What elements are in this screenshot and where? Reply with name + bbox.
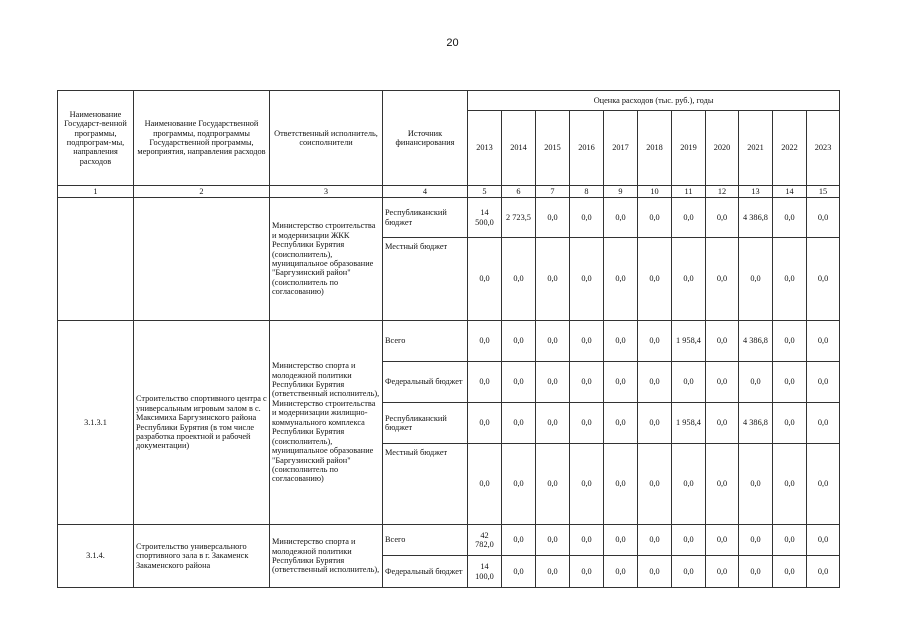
expense-value-cell: 0,0: [570, 444, 604, 525]
column-number: 2: [134, 186, 270, 198]
expense-value-cell: 0,0: [739, 238, 773, 321]
page-number: 20: [446, 37, 459, 49]
executor-cell: Министерство спорта и молодежной политики Республики Бурятия (ответственный исполнитель), Министерство строительства и модернизации жилищно-коммунального комплекса Республики Бурятия (соисполнитель), муниципальное образование "Баргузинский район" (соисполнитель по согласованию): [270, 321, 383, 525]
expense-value-cell: 0,0: [706, 238, 739, 321]
expense-value-cell: 0,0: [672, 238, 706, 321]
expense-value-cell: 0,0: [638, 238, 672, 321]
expense-value-cell: 0,0: [570, 525, 604, 556]
header-measure-name: Наименование Государственной программы, подпрограммы Государственной программы, мероприятия, направления расходов: [134, 91, 270, 186]
expense-value-cell: 0,0: [706, 321, 739, 362]
expense-value-cell: 0,0: [706, 362, 739, 403]
expense-value-cell: 1 958,4: [672, 321, 706, 362]
column-number: 15: [807, 186, 840, 198]
expense-value-cell: 0,0: [502, 444, 536, 525]
header-year: 2019: [672, 111, 706, 186]
expense-value-cell: 0,0: [468, 444, 502, 525]
expense-value-cell: 0,0: [672, 198, 706, 238]
expense-value-cell: 0,0: [807, 362, 840, 403]
expense-value-cell: 0,0: [706, 198, 739, 238]
executor-cell: Министерство спорта и молодежной политики Республики Бурятия (ответственный исполнитель),: [270, 525, 383, 588]
table-body: [58, 198, 840, 588]
header-funding-source: Источник финансирования: [383, 91, 468, 186]
column-number: 11: [672, 186, 706, 198]
expense-value-cell: 4 386,8: [739, 198, 773, 238]
header-year: 2023: [807, 111, 840, 186]
expense-value-cell: 0,0: [604, 556, 638, 588]
expense-value-cell: 0,0: [706, 525, 739, 556]
expense-value-cell: 0,0: [502, 362, 536, 403]
expense-value-cell: 0,0: [536, 238, 570, 321]
expense-value-cell: 0,0: [638, 321, 672, 362]
column-number: 12: [706, 186, 739, 198]
expense-value-cell: 0,0: [807, 321, 840, 362]
expense-value-cell: 0,0: [536, 444, 570, 525]
expense-value-cell: 0,0: [638, 403, 672, 444]
expense-value-cell: 0,0: [536, 556, 570, 588]
column-number: 3: [270, 186, 383, 198]
header-program-name: Наименование Государст-венной программы, подпрограм-мы, направления расходов: [58, 91, 134, 186]
expense-value-cell: 0,0: [638, 525, 672, 556]
expense-value-cell: 0,0: [638, 362, 672, 403]
funding-source-cell: Местный бюджет: [383, 444, 468, 525]
expense-value-cell: 0,0: [773, 525, 807, 556]
expense-value-cell: 0,0: [604, 362, 638, 403]
expense-value-cell: 0,0: [468, 238, 502, 321]
header-year: 2013: [468, 111, 502, 186]
expense-value-cell: 0,0: [672, 444, 706, 525]
expense-value-cell: 0,0: [807, 198, 840, 238]
expense-value-cell: 0,0: [739, 556, 773, 588]
header-year: 2018: [638, 111, 672, 186]
header-year: 2017: [604, 111, 638, 186]
expense-value-cell: 0,0: [807, 556, 840, 588]
column-number: 7: [536, 186, 570, 198]
column-number: 9: [604, 186, 638, 198]
header-year: 2014: [502, 111, 536, 186]
measure-name: [134, 198, 270, 321]
expense-value-cell: 4 386,8: [739, 321, 773, 362]
expense-value-cell: 0,0: [773, 321, 807, 362]
expense-value-cell: 0,0: [570, 556, 604, 588]
table-header: [58, 91, 840, 198]
column-number: 6: [502, 186, 536, 198]
column-number: 14: [773, 186, 807, 198]
expense-value-cell: 0,0: [773, 362, 807, 403]
column-number: 10: [638, 186, 672, 198]
measure-code: [58, 198, 134, 321]
column-number: 1: [58, 186, 134, 198]
expense-value-cell: 4 386,8: [739, 403, 773, 444]
expense-value-cell: 0,0: [502, 556, 536, 588]
expense-value-cell: 0,0: [604, 525, 638, 556]
measure-code: 3.1.3.1: [58, 321, 134, 525]
expense-value-cell: 0,0: [536, 525, 570, 556]
expense-value-cell: 14 100,0: [468, 556, 502, 588]
expense-value-cell: 0,0: [536, 198, 570, 238]
expense-value-cell: 0,0: [807, 403, 840, 444]
expense-value-cell: 0,0: [536, 403, 570, 444]
expense-value-cell: 0,0: [536, 321, 570, 362]
expense-value-cell: 0,0: [638, 444, 672, 525]
measure-name: Строительство спортивного центра с универсальным игровым залом в с. Максимиха Баргузинского района Республики Бурятия (в том числе разработка проектной и рабочей документации): [134, 321, 270, 525]
expense-value-cell: 0,0: [502, 403, 536, 444]
expense-value-cell: 42 782,0: [468, 525, 502, 556]
expense-value-cell: 0,0: [638, 198, 672, 238]
budget-table: [57, 90, 840, 588]
header-expense-estimate: Оценка расходов (тыс. руб.), годы: [468, 91, 840, 111]
expense-value-cell: 0,0: [468, 321, 502, 362]
expense-value-cell: 0,0: [570, 403, 604, 444]
expense-value-cell: 0,0: [773, 238, 807, 321]
expense-value-cell: 0,0: [570, 198, 604, 238]
expense-value-cell: 0,0: [739, 444, 773, 525]
expense-value-cell: 0,0: [773, 403, 807, 444]
executor-cell: Министерство строительства и модернизации ЖКК Республики Бурятия (соисполнитель), муниципальное образование "Баргузинский район" (соисполнитель по согласованию): [270, 198, 383, 321]
funding-source-cell: Республиканский бюджет: [383, 198, 468, 238]
column-number: 13: [739, 186, 773, 198]
expense-value-cell: 0,0: [773, 556, 807, 588]
header-year: 2021: [739, 111, 773, 186]
funding-source-cell: Федеральный бюджет: [383, 362, 468, 403]
expense-value-cell: 0,0: [739, 362, 773, 403]
expense-value-cell: 1 958,4: [672, 403, 706, 444]
expense-value-cell: 0,0: [638, 556, 672, 588]
expense-value-cell: 0,0: [706, 556, 739, 588]
header-executor: Ответственный исполнитель, соисполнители: [270, 91, 383, 186]
expense-value-cell: 0,0: [570, 362, 604, 403]
expense-value-cell: 0,0: [502, 525, 536, 556]
expense-value-cell: 0,0: [706, 403, 739, 444]
table-row: [58, 198, 840, 238]
table-row: [58, 321, 840, 362]
expense-value-cell: 0,0: [807, 238, 840, 321]
expense-value-cell: 0,0: [706, 444, 739, 525]
expense-value-cell: 0,0: [773, 198, 807, 238]
column-number: 5: [468, 186, 502, 198]
expense-value-cell: 0,0: [570, 238, 604, 321]
column-number: 4: [383, 186, 468, 198]
expense-value-cell: 0,0: [502, 238, 536, 321]
header-year: 2022: [773, 111, 807, 186]
expense-value-cell: 0,0: [672, 556, 706, 588]
expense-value-cell: 0,0: [502, 321, 536, 362]
expense-value-cell: 0,0: [604, 444, 638, 525]
measure-code: 3.1.4.: [58, 525, 134, 588]
table-row: [58, 525, 840, 556]
header-year: 2020: [706, 111, 739, 186]
expense-value-cell: 0,0: [604, 403, 638, 444]
expense-value-cell: 0,0: [468, 362, 502, 403]
header-year: 2016: [570, 111, 604, 186]
funding-source-cell: Республиканский бюджет: [383, 403, 468, 444]
funding-source-cell: Всего: [383, 321, 468, 362]
expense-value-cell: 0,0: [807, 444, 840, 525]
funding-source-cell: Всего: [383, 525, 468, 556]
measure-name: Строительство универсального спортивного зала в г. Закаменск Закаменского района: [134, 525, 270, 588]
expense-value-cell: 0,0: [604, 321, 638, 362]
expense-value-cell: 14 500,0: [468, 198, 502, 238]
expense-value-cell: 0,0: [807, 525, 840, 556]
expense-value-cell: 0,0: [536, 362, 570, 403]
expense-value-cell: 0,0: [604, 238, 638, 321]
expense-value-cell: 0,0: [773, 444, 807, 525]
column-number: 8: [570, 186, 604, 198]
funding-source-cell: Местный бюджет: [383, 238, 468, 321]
expense-value-cell: 0,0: [468, 403, 502, 444]
expense-value-cell: 0,0: [672, 525, 706, 556]
expense-value-cell: 0,0: [739, 525, 773, 556]
expense-value-cell: 0,0: [604, 198, 638, 238]
funding-source-cell: Федеральный бюджет: [383, 556, 468, 588]
expense-value-cell: 0,0: [570, 321, 604, 362]
expense-value-cell: 0,0: [672, 362, 706, 403]
header-year: 2015: [536, 111, 570, 186]
expense-value-cell: 2 723,5: [502, 198, 536, 238]
